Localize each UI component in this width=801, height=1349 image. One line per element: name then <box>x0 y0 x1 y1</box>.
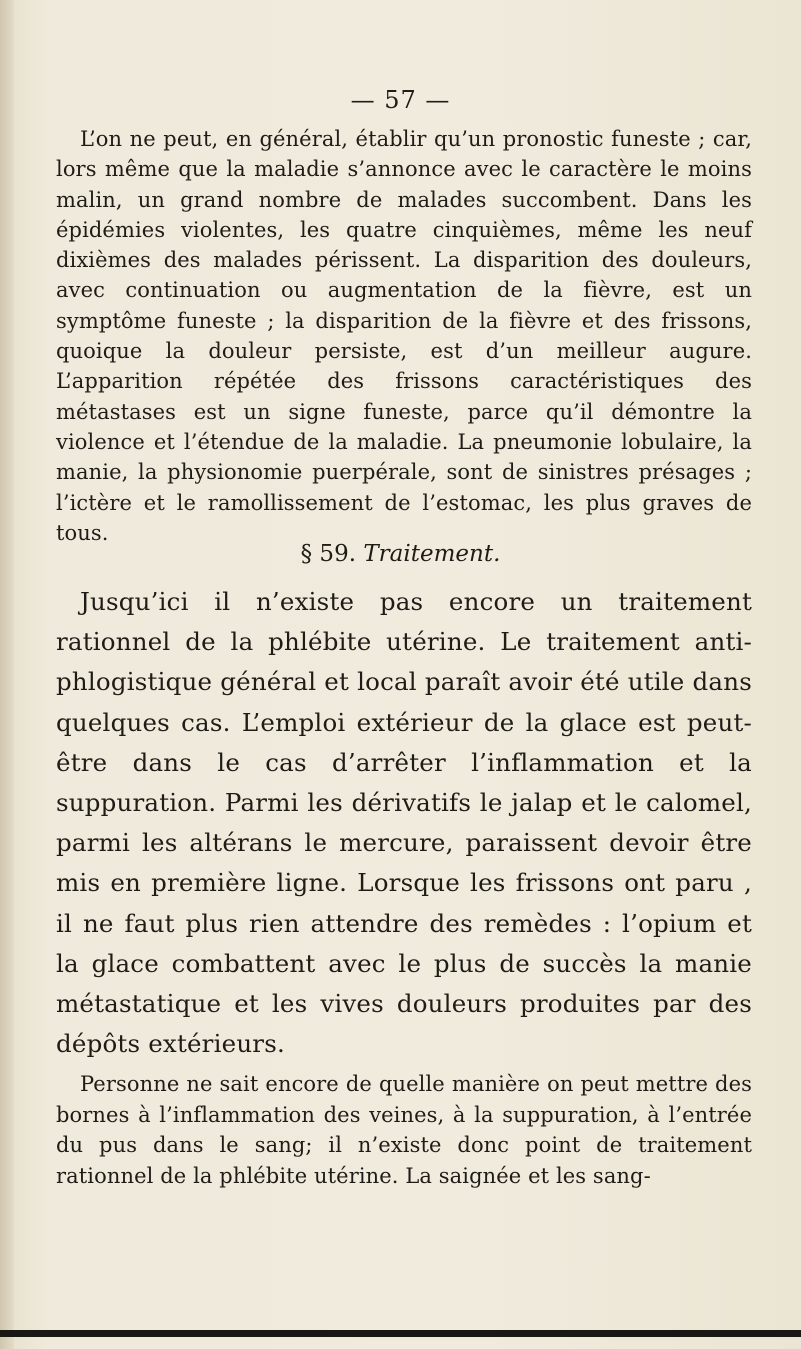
paragraph-prognosis: L’on ne peut, en général, établir qu’un pronostic funeste ; car, lors même que la maladie s’annonce avec le caractère le moins malin, un grand nombre de malades succombent. Dans les épidémies violentes, les quatre cinquièmes, même les neuf dixièmes des malades périssent. La disparition des douleurs, avec continuation ou augmentation de la fièvre, est un symptôme funeste ; la disparition de la fièvre et des frissons, quoique la douleur persiste, est d’un meilleur augure. L’apparition répétée des frissons caractéristiques des métastases est un signe funeste, parce qu’il démontre la violence et l’étendue de la maladie. La pneumonie lobulaire, la manie, la physionomie puerpérale, sont de sinistres présages ; l’ictère et le ramollissement de l’estomac, les plus graves de tous. <box>56 127 752 545</box>
section-title: Traitement. <box>363 541 501 567</box>
binding-edge <box>0 0 14 1349</box>
page-number: — 57 — <box>350 86 451 114</box>
paragraph-treatment: Jusqu’ici il n’existe pas encore un traitement rationnel de la phlébite utérine. Le traitement anti-phlogistique général et local paraît avoir été utile dans quelques cas. L’emploi extérieur de la glace est peut-être dans le cas d’arrêter l’inflammation et la suppuration. Parmi les dérivatifs le jalap et le calomel, parmi les altérans le mercure, paraissent devoir être mis en première ligne. Lorsque les frissons ont paru , il ne faut plus rien attendre des remèdes : l’opium et la glace combattent avec le plus de succès la manie métastatique et les vives douleurs produites par des dépôts extérieurs. <box>56 587 752 1059</box>
paragraph-continuation: Personne ne sait encore de quelle manière on peut mettre des bornes à l’inflammation des veines, à la suppuration, à l’entrée du pus dans le sang; il n’existe donc point de traitement rationnel de la phlébite utérine. La saignée et les sang- <box>56 1072 752 1188</box>
section-heading <box>0 541 801 567</box>
section-number: § 59. <box>300 541 357 567</box>
bottom-rule <box>0 1330 801 1337</box>
